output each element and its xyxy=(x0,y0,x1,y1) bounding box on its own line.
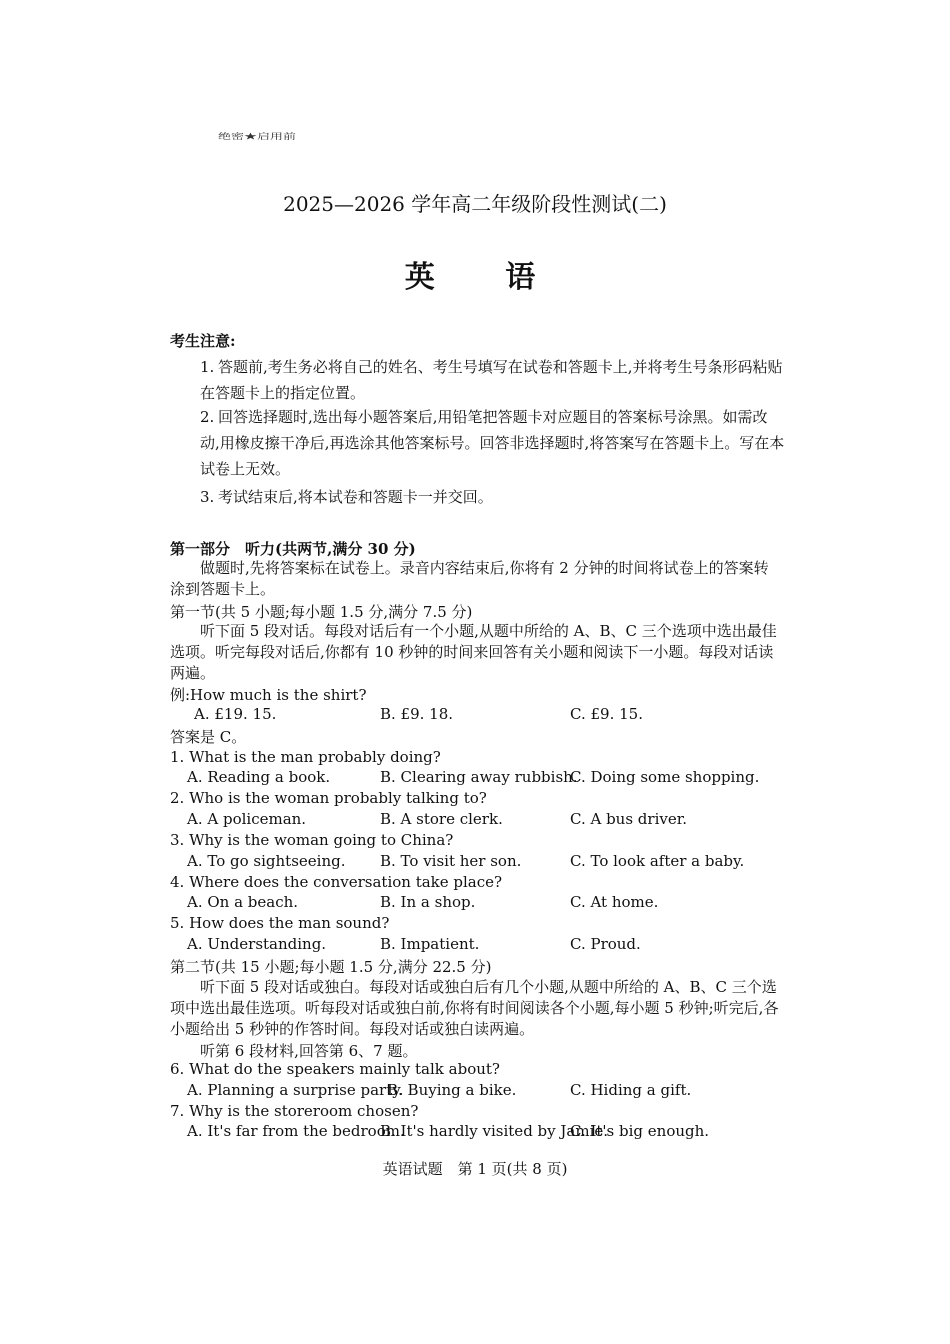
notice-item-text: 回答选择题时,选出每小题答案后,用铅笔把答题卡对应题目的答案标号涂黑。如需改动,用橡皮擦干净后,再选涂其他答案标号。回答非选择题时,将答案写在答题卡上。写在本试卷上无效。 xyxy=(200,408,785,478)
question-7-option-c: C. It's big enough. xyxy=(570,1122,710,1140)
question-7-option-b: B. It's hardly visited by Jamie. xyxy=(380,1122,609,1140)
question-3-option-b: B. To visit her son. xyxy=(380,852,522,870)
question-6-option-c: C. Hiding a gift. xyxy=(570,1081,692,1099)
question-3-option-a: A. To go sightseeing. xyxy=(187,852,346,870)
notice-item-number: 3. xyxy=(200,488,215,506)
question-4: 4. Where does the conversation take place? xyxy=(170,873,503,891)
question-7: 7. Why is the storeroom chosen? xyxy=(170,1102,419,1120)
question-4-option-a: A. On a beach. xyxy=(187,893,299,911)
notice-item-text: 答题前,考生务必将自己的姓名、考生号填写在试卷和答题卡上,并将考生号条形码粘贴在答题卡上的指定位置。 xyxy=(200,358,783,402)
example-option-b: B. £9. 18. xyxy=(380,705,454,723)
question-4-option-b: B. In a shop. xyxy=(380,893,476,911)
question-6-option-a: A. Planning a surprise party. xyxy=(187,1081,404,1099)
notice-heading: 考生注意: xyxy=(170,332,236,350)
part1-heading: 第一部分 听力(共两节,满分 30 分) xyxy=(170,540,416,558)
question-1: 1. What is the man probably doing? xyxy=(170,748,441,766)
example-question: 例:How much is the shirt? xyxy=(170,686,367,704)
question-3-option-c: C. To look after a baby. xyxy=(570,852,745,870)
section1-heading: 第一节(共 5 小题;每小题 1.5 分,满分 7.5 分) xyxy=(170,603,473,621)
question-2-option-a: A. A policeman. xyxy=(187,810,307,828)
subject-title: 英 语 xyxy=(404,260,566,295)
notice-item-text: 考试结束后,将本试卷和答题卡一并交回。 xyxy=(218,488,493,506)
exam-title: 2025—2026 学年高二年级阶段性测试(二) xyxy=(283,192,667,216)
confidential-mark: 绝密★启用前 xyxy=(218,132,297,142)
question-4-option-c: C. At home. xyxy=(570,893,659,911)
question-5: 5. How does the man sound? xyxy=(170,914,390,932)
question-1-option-a: A. Reading a book. xyxy=(187,768,331,786)
question-7-option-a: A. It's far from the bedroom. xyxy=(187,1122,405,1140)
notice-item-number: 2. xyxy=(200,408,215,426)
question-3: 3. Why is the woman going to China? xyxy=(170,831,454,849)
question-6-option-b: B. Buying a bike. xyxy=(387,1081,517,1099)
section2-heading: 第二节(共 15 小题;每小题 1.5 分,满分 22.5 分) xyxy=(170,958,492,976)
example-answer: 答案是 C。 xyxy=(170,728,247,746)
notice-item-1 xyxy=(200,354,785,406)
example-option-a: A. £19. 15. xyxy=(194,705,277,723)
question-2-option-c: C. A bus driver. xyxy=(570,810,688,828)
question-5-option-c: C. Proud. xyxy=(570,935,641,953)
question-5-option-b: B. Impatient. xyxy=(380,935,480,953)
question-2: 2. Who is the woman probably talking to? xyxy=(170,789,487,807)
notice-item-2 xyxy=(200,404,785,482)
notice-item-number: 1. xyxy=(200,358,215,376)
question-5-option-a: A. Understanding. xyxy=(187,935,327,953)
question-6: 6. What do the speakers mainly talk about? xyxy=(170,1060,500,1078)
example-option-c: C. £9. 15. xyxy=(570,705,643,723)
section2-instructions: 听下面 5 段对话或独白。每段对话或独白后有几个小题,从题中所给的 A、B、C 三个选项中选出最佳选项。听每段对话或独白前,你将有时间阅读各个小题,每小题 5 秒钟;听完后,各小题给出 5 秒钟的作答时间。每段对话或独白读两遍。 xyxy=(170,978,779,1038)
question-1-option-b: B. Clearing away rubbish. xyxy=(380,768,578,786)
material-6-note: 听第 6 段材料,回答第 6、7 题。 xyxy=(200,1042,418,1060)
question-1-option-c: C. Doing some shopping. xyxy=(570,768,760,786)
question-2-option-b: B. A store clerk. xyxy=(380,810,503,828)
part1-intro: 做题时,先将答案标在试卷上。录音内容结束后,你将有 2 分钟的时间将试卷上的答案转涂到答题卡上。 xyxy=(170,559,769,598)
notice-item-3 xyxy=(200,484,785,510)
page-footer: 英语试题 第 1 页(共 8 页) xyxy=(382,1160,568,1178)
section1-instructions: 听下面 5 段对话。每段对话后有一个小题,从题中所给的 A、B、C 三个选项中选出最佳选项。听完每段对话后,你都有 10 秒钟的时间来回答有关小题和阅读下一小题。每段对话读两遍。 xyxy=(170,622,777,682)
